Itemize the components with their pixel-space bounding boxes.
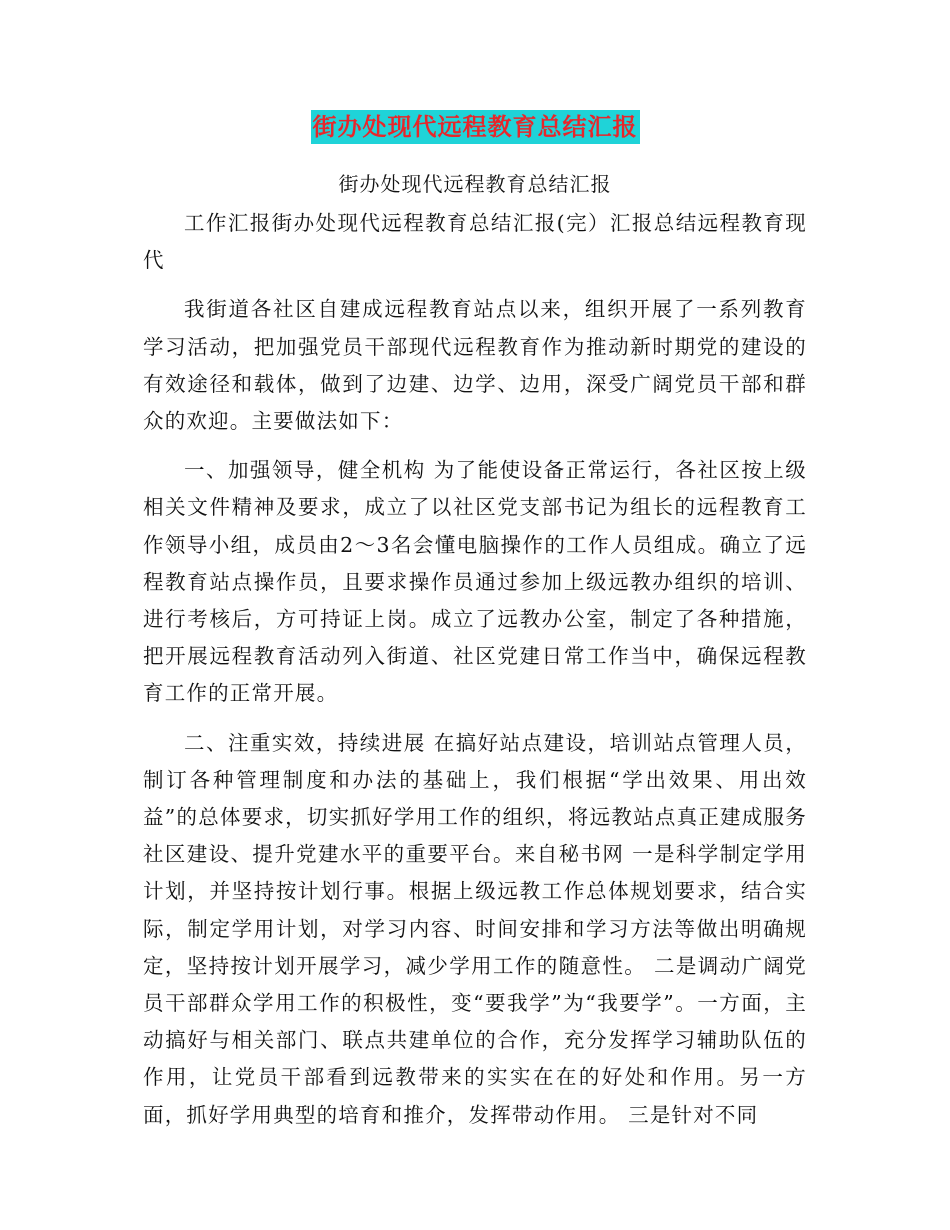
document-subtitle: 街办处现代远程教育总结汇报 bbox=[338, 172, 612, 196]
document-body bbox=[143, 205, 807, 1146]
paragraph: 工作汇报街办处现代远程教育总结汇报(完）汇报总结远程教育现代 bbox=[143, 211, 807, 273]
paragraph: 一、加强领导，健全机构 为了能使设备正常运行，各社区按上级相关文件精神及要求，成立了以社区党支部书记为组长的远程教育工作领导小组，成员由2～3名会懂电脑操作的工作人员组成。确立了远程教育站点操作员，且要求操作员通过参加上级远教办组织的培训、进行考核后，方可持证上岗。成立了远教办公室，制定了各种措施，把开展远程教育活动列入街道、社区党建日常工作当中，确保远程教育工作的正常开展。 bbox=[143, 458, 807, 706]
title-row bbox=[0, 110, 950, 144]
document-title: 街办处现代远程教育总结汇报 bbox=[311, 110, 640, 144]
paragraph: 二、注重实效，持续进展 在搞好站点建设，培训站点管理人员，制订各种管理制度和办法的基础上，我们根据“学出效果、用出效益”的总体要求，切实抓好学用工作的组织，将远教站点真正建成服务社区建设、提升党建水平的重要平台。来自秘书网 一是科学制定学用计划，并坚持按计划行事。根据上级远教工作总体规划要求，结合实际，制定学用计划，对学习内容、时间安排和学习方法等做出明确规定，坚持按计划开展学习，减少学用工作的随意性。 二是调动广阔党员干部群众学用工作的积极性，变“要我学”为“我要学”。一方面，主动搞好与相关部门、联点共建单位的合作，充分发挥学习辅助队伍的作用，让党员干部看到远教带来的实实在在的好处和作用。另一方面，抓好学用典型的培育和推介，发挥带动作用。 三是针对不同 bbox=[143, 730, 807, 1127]
paragraph: 我街道各社区自建成远程教育站点以来，组织开展了一系列教育学习活动，把加强党员干部现代远程教育作为推动新时期党的建设的有效途径和载体，做到了边建、边学、边用，深受广阔党员干部和群众的欢迎。主要做法如下： bbox=[143, 297, 807, 434]
